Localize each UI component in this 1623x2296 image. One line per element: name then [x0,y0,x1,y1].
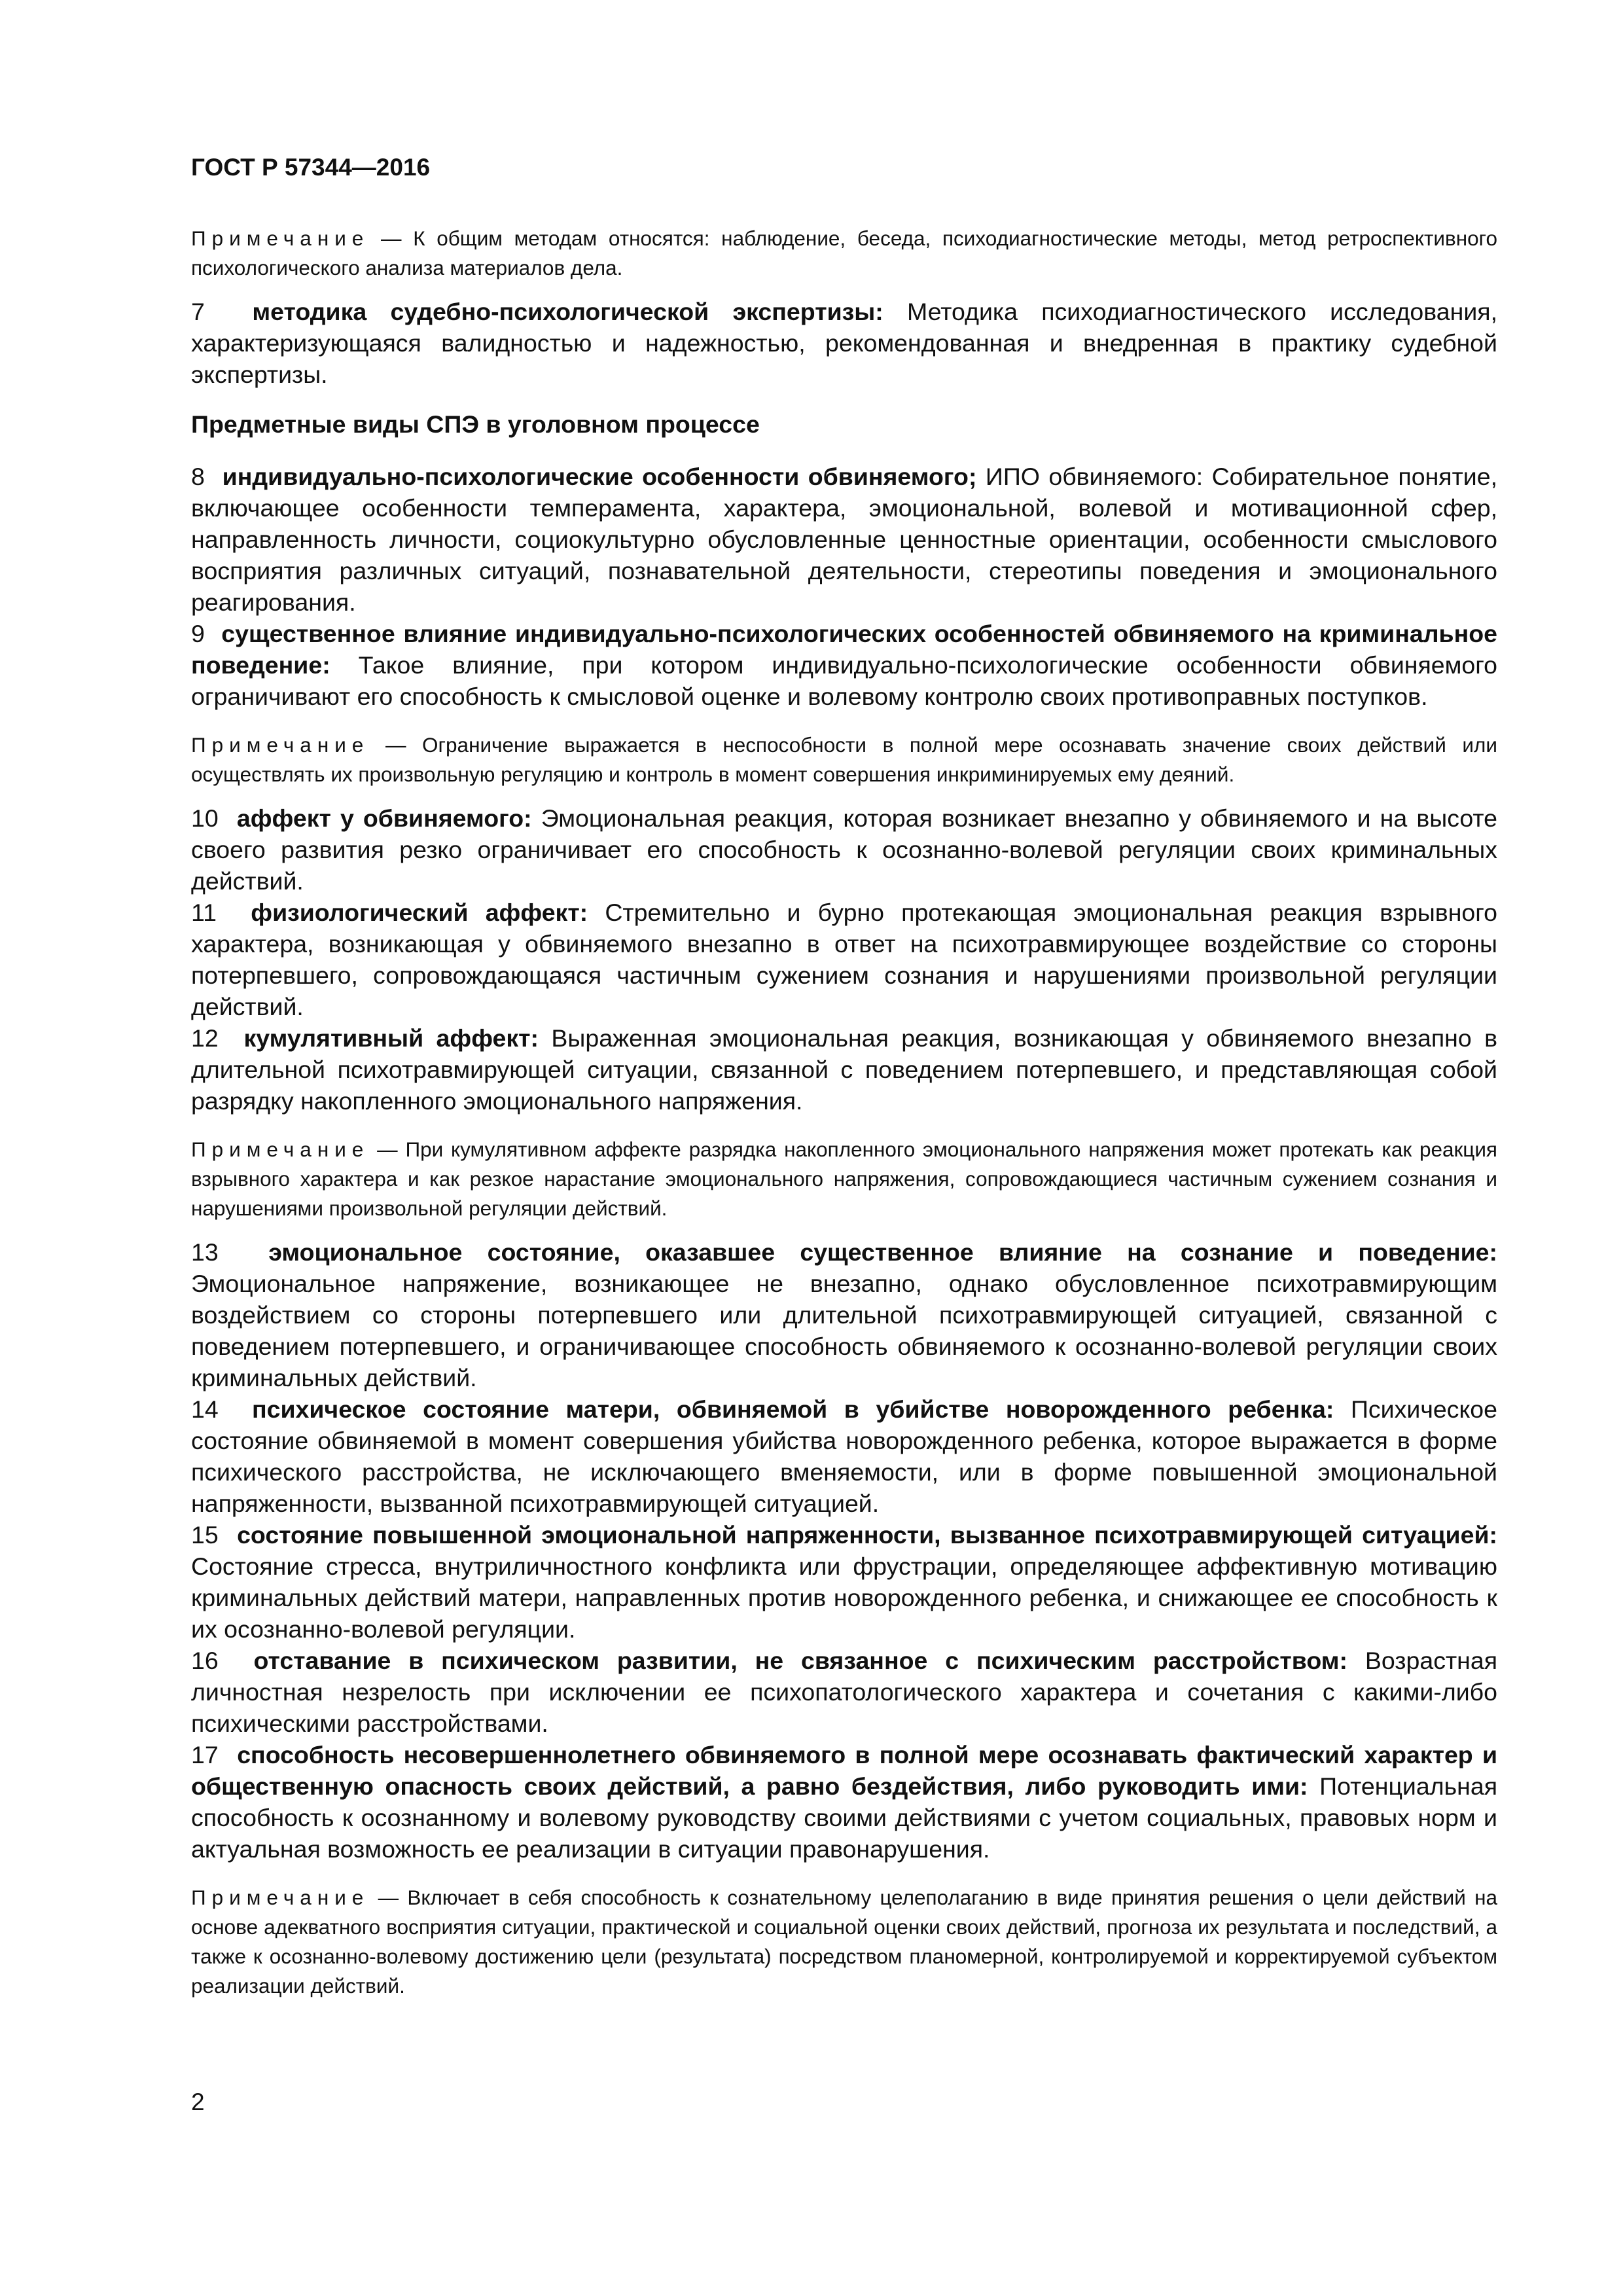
term-entry-15 [191,1519,1497,1645]
term-entry-7 [191,296,1497,390]
term-definition: Методика психодиагностического исследования, характеризующаяся валидностью и надежностью, рекомендованная и внедренная в практику судебной экспертизы. [191,298,1498,388]
term-number: 10 [191,804,219,832]
note-text: — Включает в себя способность к сознательному целеполаганию в виде принятия решения о цели действий на основе адекватного восприятия ситуации, практической и социальной оценки своих действий, прогноза их результата и последствий, а также к осознанно-волевому достижению цели (результата) посредством планомерной, контролируемой и корректируемой субъектом реализации действий. [191,1886,1497,1998]
term-definition: Эмоциональная реакция, которая возникает внезапно у обвиняемого и на высоте своего развития резко ограничивает его способность к осознанно-волевой регуляции своих криминальных действий. [191,804,1498,895]
note-1 [191,224,1497,283]
note-3 [191,1135,1497,1223]
note-label: Примечание [191,1886,370,1909]
note-4 [191,1883,1497,2001]
term-number: 7 [191,298,205,325]
term-title: психическое состояние матери, обвиняемой в убийстве новорожденного ребенка: [251,1395,1334,1423]
term-number: 8 [191,463,205,490]
term-number: 15 [191,1521,219,1549]
document-code-header: ГОСТ Р 57344—2016 [191,154,431,181]
term-entry-14 [191,1393,1497,1519]
term-definition: Эмоциональное напряжение, возникающее не внезапно, однако обусловленное психотравмирующим воздействием со стороны потерпевшего или длительной психотравмирующей ситуацией, связанной с поведением потерпевшего, и ограничивающее способность обвиняемого к осознанно-волевой регуляции своих криминальных действий. [191,1270,1497,1391]
term-number: 11 [191,899,217,926]
note-label: Примечание [191,226,370,250]
page-number: 2 [191,2089,205,2115]
term-title: эмоциональное состояние, оказавшее существенное влияние на сознание и поведение: [268,1238,1497,1266]
term-number: 16 [191,1647,219,1674]
term-entry-10 [191,802,1497,897]
term-entry-12 [191,1022,1497,1117]
term-entry-13 [191,1236,1497,1393]
term-title: отставание в психическом развитии, не связанное с психическим расстройством: [253,1647,1347,1674]
term-definition: Потенциальная способность к осознанному и волевому руководству своими действиями с учетом социальных, правовых норм и актуальная возможность ее реализации в ситуации правонарушения. [191,1772,1498,1863]
term-number: 9 [191,620,205,647]
note-text: — К общим методам относятся: наблюдение, беседа, психодиагностические методы, метод ретроспективного психологического анализа материалов дела. [191,226,1497,279]
term-number: 14 [191,1395,219,1423]
term-definition: Такое влияние, при котором индивидуально-психологические особенности обвиняемого ограничивают его способность к смысловой оценке и волевому контролю своих противоправных поступков. [191,651,1497,710]
term-entry-17 [191,1739,1497,1865]
term-title: существенное влияние индивидуально-психологических особенностей обвиняемого на криминальное поведение: [191,620,1497,679]
term-title: методика судебно-психологической экспертизы: [252,298,883,325]
term-definition: ИПО обвиняемого: Собирательное понятие, включающее особенности темперамента, характера, эмоциональной, волевой и мотивационной сфер, направленность личности, социокультурно обусловленные ценностные ориентации, особенности смыслового восприятия различных ситуаций, познавательной деятельности, стереотипы поведения и эмоционального реагирования. [191,463,1498,616]
term-definition: Психическое состояние обвиняемой в момент совершения убийства новорожденного ребенка, которое выражается в форме психического расстройства, не исключающего вменяемости, или в форме повышенной эмоциональной напряженности, вызванной психотравмирующей ситуацией. [191,1395,1497,1517]
term-title: способность несовершеннолетнего обвиняемого в полной мере осознавать фактический характер и общественную опасность своих действий, а равно бездействия, либо руководить ими: [191,1741,1497,1800]
term-entry-9 [191,618,1497,712]
term-title: индивидуально-психологические особенности обвиняемого; [222,463,977,490]
document-page [191,152,1497,2014]
term-number: 12 [191,1024,219,1052]
note-2 [191,730,1497,789]
term-title: аффект у обвиняемого: [236,804,532,832]
term-entry-11 [191,897,1497,1022]
term-title: кумулятивный аффект: [243,1024,539,1052]
term-definition: Выраженная эмоциональная реакция, возникающая у обвиняемого внезапно в длительной психотравмирующей ситуации, связанной с поведением потерпевшего, и представляющая собой разрядку накопленного эмоционального напряжения. [191,1024,1498,1115]
term-entry-8 [191,461,1497,618]
note-text: — Ограничение выражается в неспособности в полной мере осознавать значение своих действий или осуществлять их произвольную регуляцию и контроль в момент совершения инкриминируемых ему деяний. [191,733,1497,786]
note-text: — При кумулятивном аффекте разрядка накопленного эмоционального напряжения может протекать как реакция взрывного характера и как резкое нарастание эмоционального напряжения, сопровождающиеся частичным сужением сознания и нарушениями произвольной регуляции действий. [191,1138,1497,1220]
section-title: Предметные виды СПЭ в уголовном процессе [191,410,760,438]
term-number: 13 [191,1238,219,1266]
term-title: физиологический аффект: [251,899,588,926]
term-entry-16 [191,1645,1497,1739]
term-title: состояние повышенной эмоциональной напряженности, вызванное психотравмирующей ситуацией: [237,1521,1497,1549]
term-number: 17 [191,1741,219,1768]
note-label: Примечание [191,733,370,757]
term-definition: Состояние стресса, внутриличностного конфликта или фрустрации, определяющее аффективную мотивацию криминальных действий матери, направленных против новорожденного ребенка, и снижающее ее способность к их осознанно-волевой регуляции. [191,1552,1497,1643]
note-label: Примечание [191,1138,370,1161]
term-definition: Стремительно и бурно протекающая эмоциональная реакция взрывного характера, возникающая у обвиняемого внезапно в ответ на психотравмирующее воздействие со стороны потерпевшего, сопровождающаяся частичным сужением сознания и нарушениями произвольной регуляции действий. [191,899,1497,1020]
term-definition: Возрастная личностная незрелость при исключении ее психопатологического характера и сочетания с какими-либо психическими расстройствами. [191,1647,1498,1737]
